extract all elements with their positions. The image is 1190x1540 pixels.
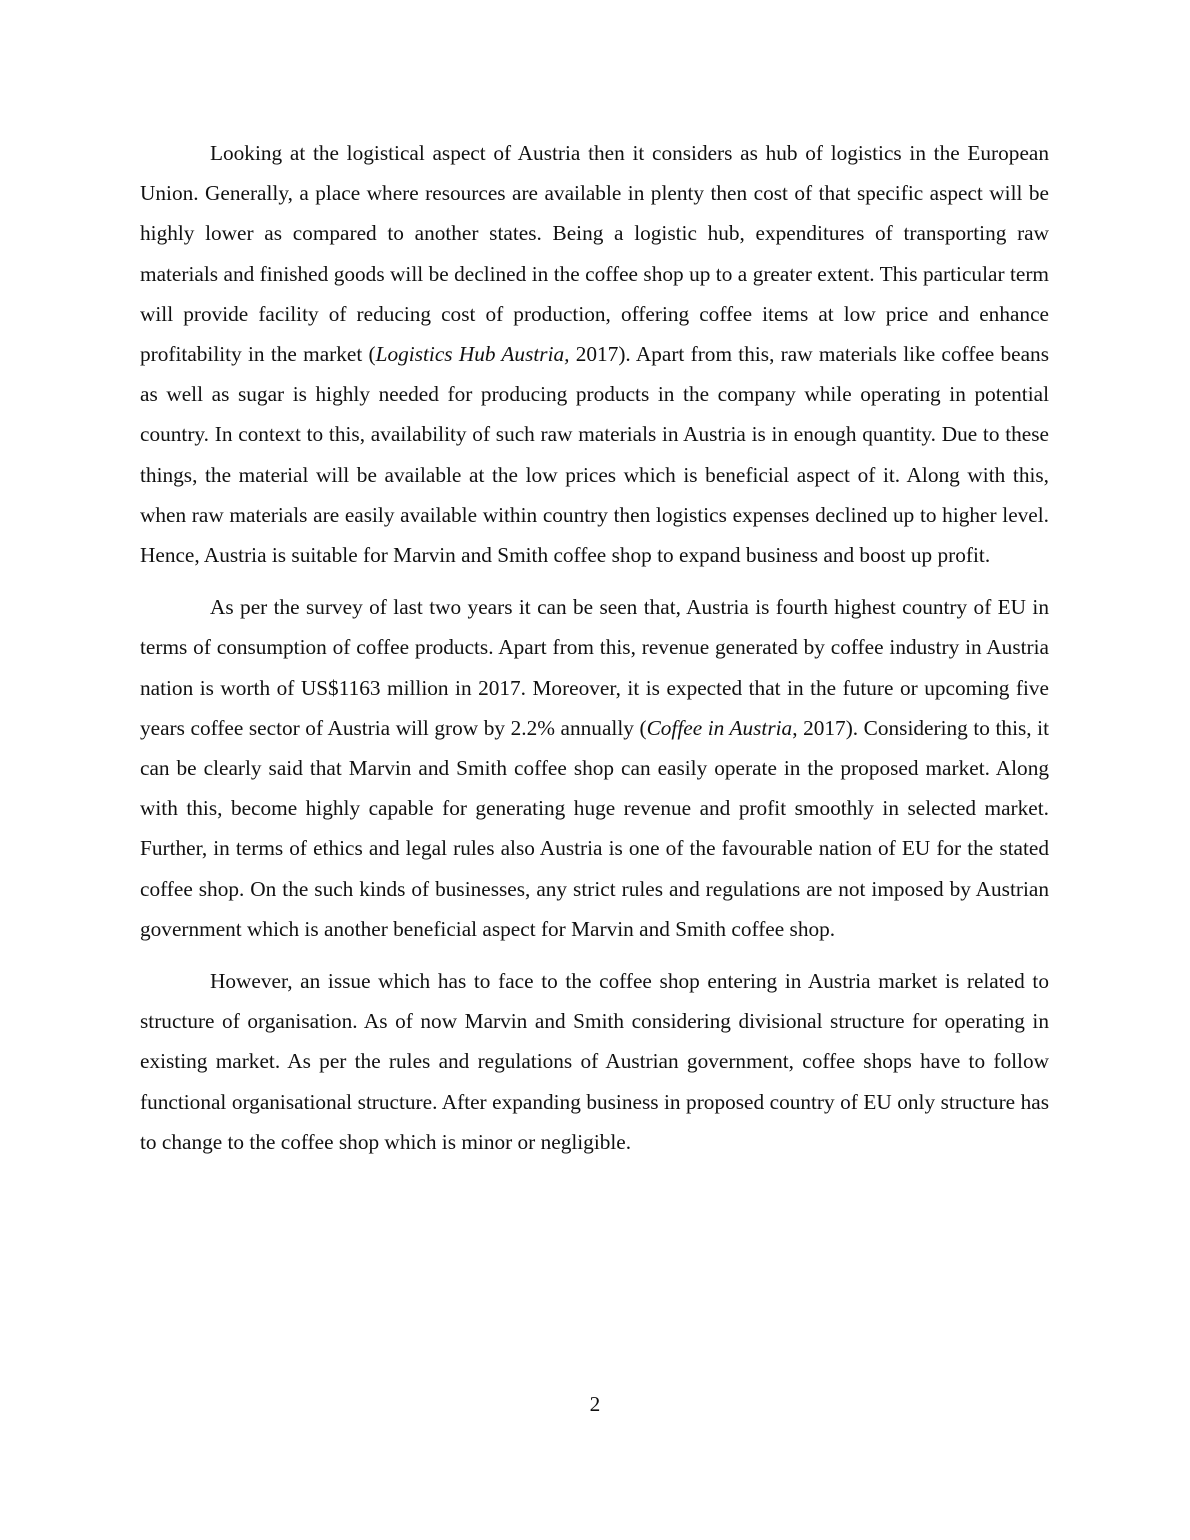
page-number: 2 [589,1392,601,1416]
paragraph-text: 2017). Apart from this, raw materials like coffee beans as well as sugar is highly needed for producing products in the company while operating in potential country. In context to this, availability of such raw materials in Austria is in enough quantity. Due to these things, the material will be available at the low prices which is beneficial aspect of it. Along with this, when raw materials are easily available within country then logistics expenses declined up to higher level. Hence, Austria is suitable for Marvin and Smith coffee shop to expand business and boost up profit. [140,342,1049,568]
paragraph-text: However, an issue which has to face to the coffee shop entering in Austria market is related to structure of organisation. As of now Marvin and Smith considering divisional structure for operating in existing market. As per the rules and regulations of Austrian government, coffee shops have to follow functional organisational structure. After expanding business in proposed country of EU only structure has to change to the coffee shop which is minor or negligible. [140,969,1049,1154]
paragraph-survey [140,587,1049,949]
body-text [140,133,1049,1174]
citation-logistics-hub-austria: Logistics Hub Austria, [375,342,570,367]
paragraph-structure-issue [140,961,1049,1162]
paragraph-text: , 2017). Considering to this, it can be clearly said that Marvin and Smith coffee shop can easily operate in the proposed market. Along with this, become highly capable for generating huge revenue and profit smoothly in selected market. Further, in terms of ethics and legal rules also Austria is one of the favourable nation of EU for the stated coffee shop. On the such kinds of businesses, any strict rules and regulations are not imposed by Austrian government which is another beneficial aspect for Marvin and Smith coffee shop. [140,715,1050,941]
paragraph-text: As per the survey of last two years it can be seen that, Austria is fourth highest country of EU in terms of consumption of coffee products. Apart from this, revenue generated by coffee industry in Austria nation is worth of US$1163 million in 2017. Moreover, it is expected that in the future or upcoming five years coffee sector of Austria will grow by 2.2% annually ( [140,595,1049,740]
paragraph-logistics [140,133,1049,575]
paragraph-text: Looking at the logistical aspect of Austria then it considers as hub of logistics in the European Union. Generally, a place where resources are available in plenty then cost of that specific aspect will be highly lower as compared to another states. Being a logistic hub, expenditures of transporting raw materials and finished goods will be declined in the coffee shop up to a greater extent. This particular term will provide facility of reducing cost of production, offering coffee items at low price and enhance profitability in the market ( [140,141,1049,367]
citation-coffee-in-austria: Coffee in Austria [646,715,793,740]
